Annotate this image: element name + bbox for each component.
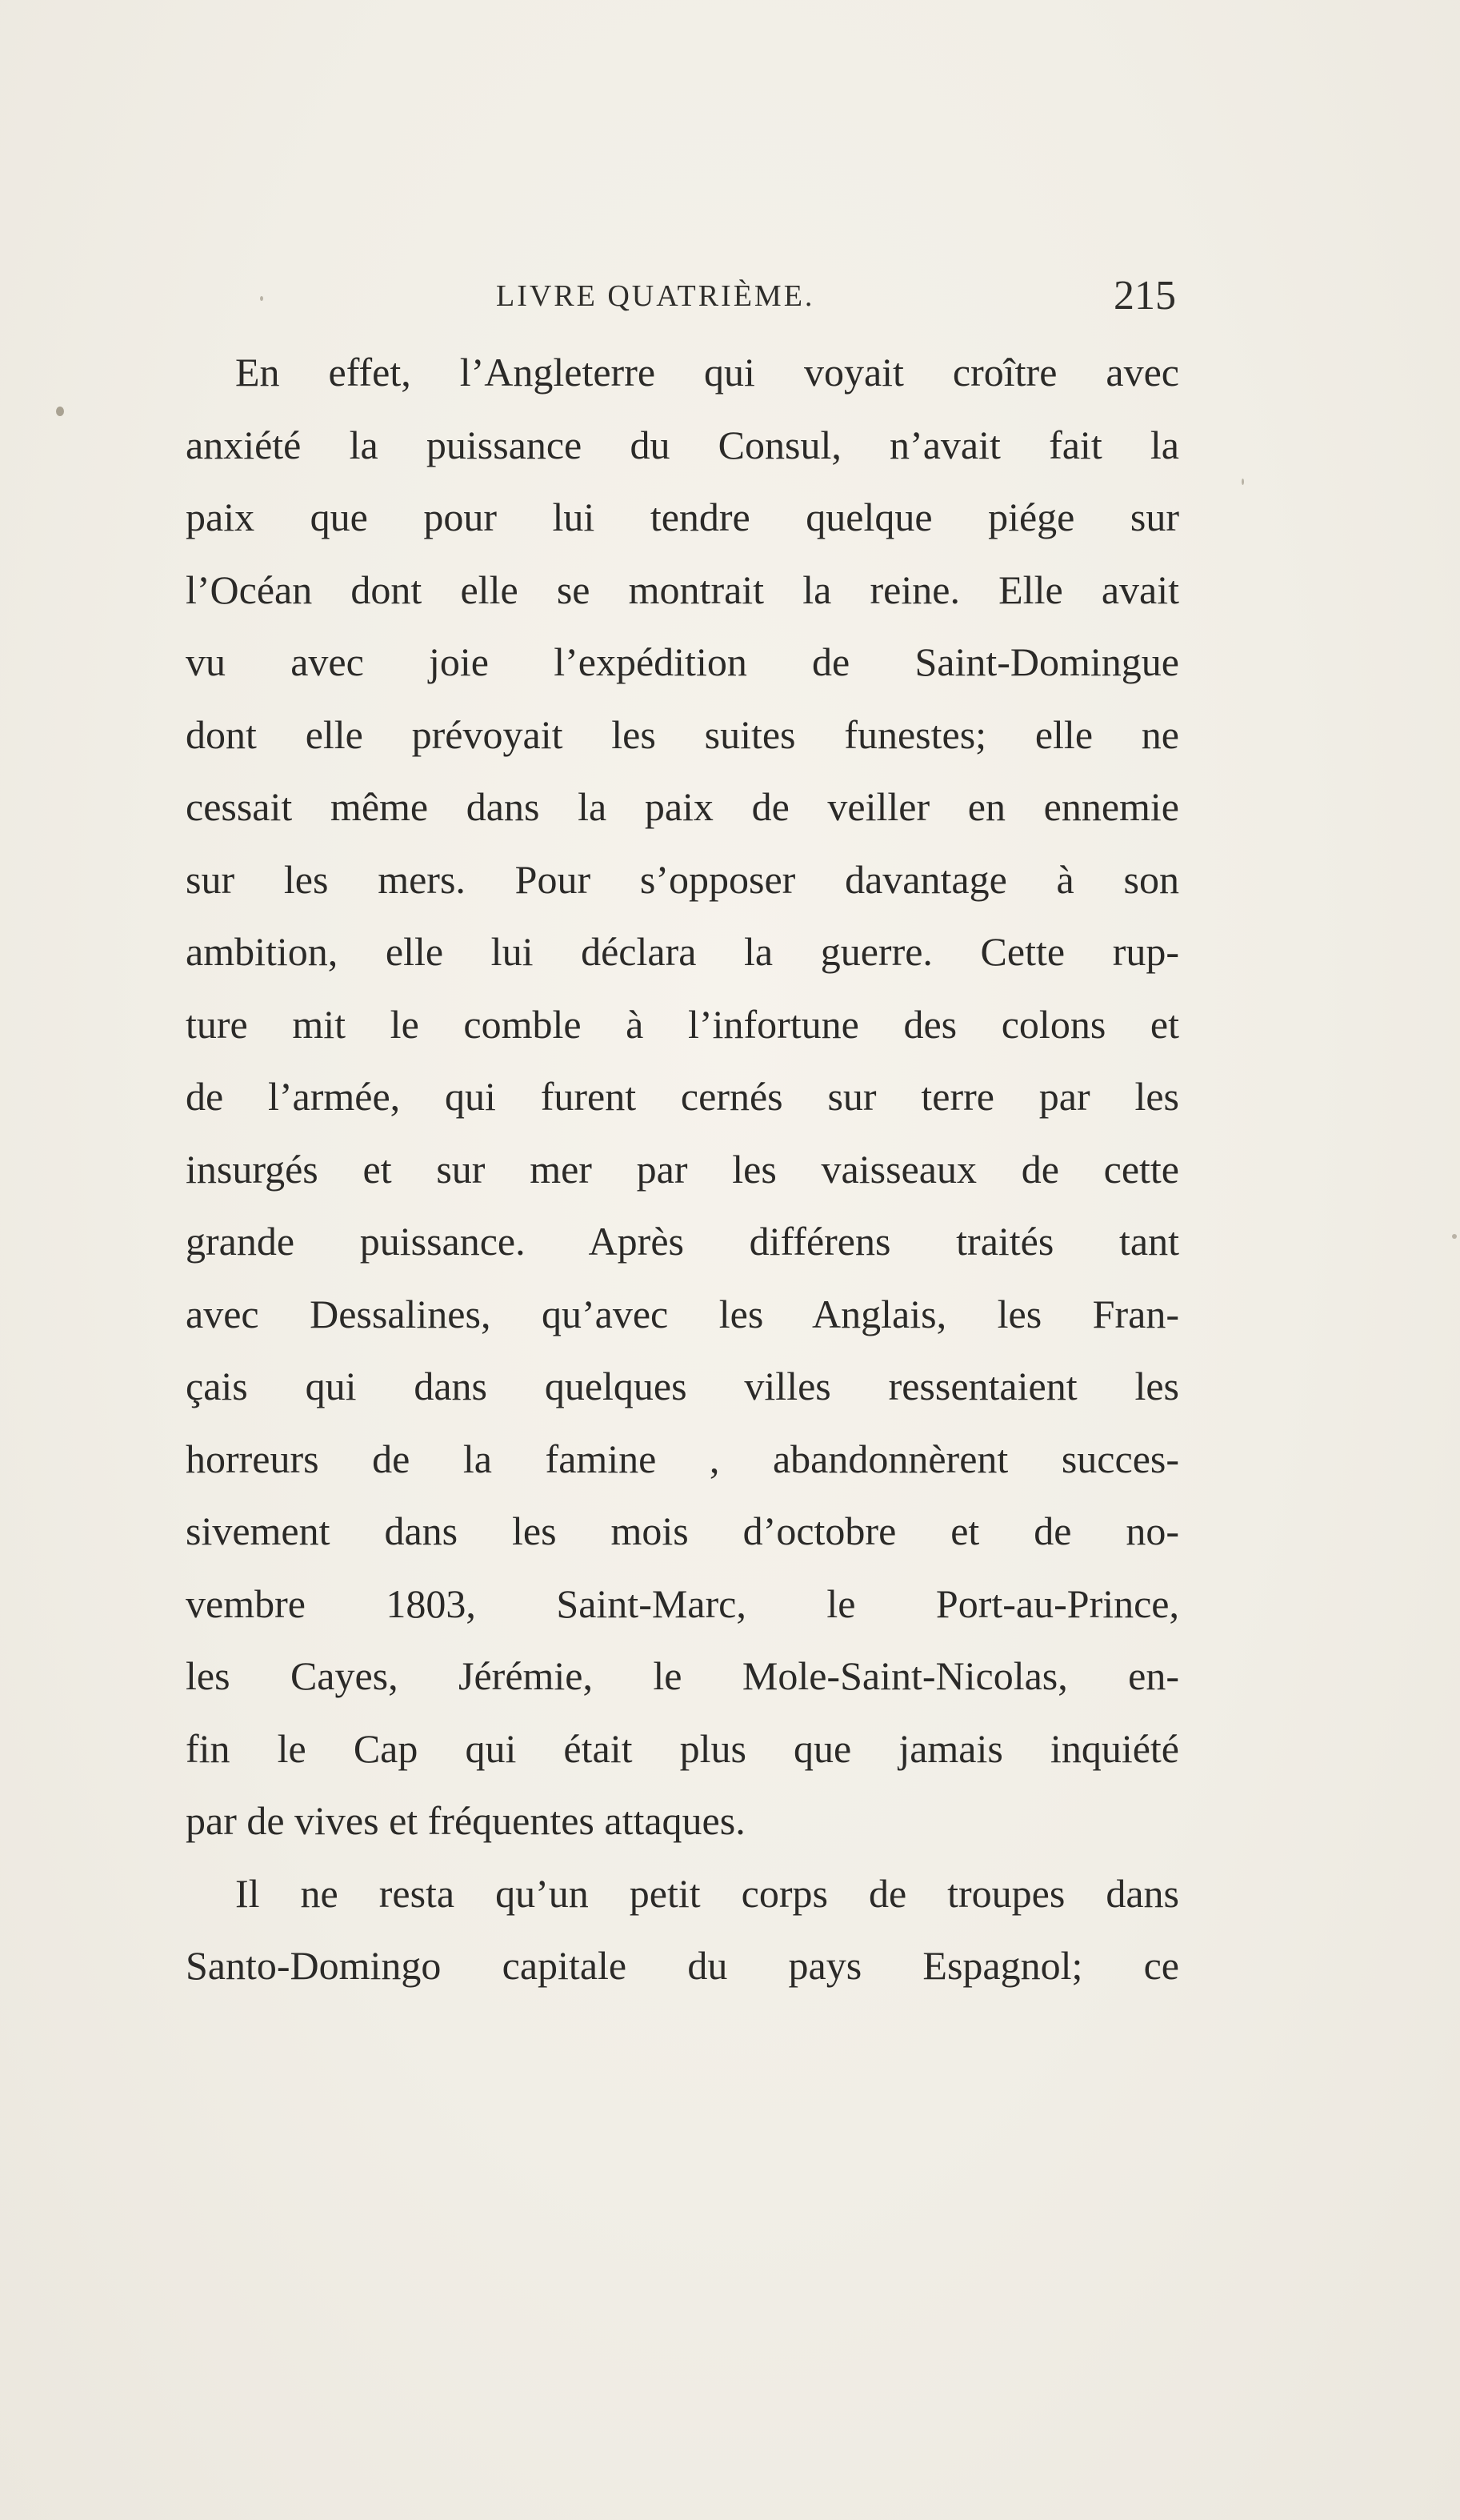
page-number: 215 <box>1114 273 1176 319</box>
running-head <box>184 272 1176 320</box>
body-text <box>186 336 1179 2002</box>
text-line: dont elle prévoyait les suites funestes; elle ne <box>186 711 1179 757</box>
page-speck <box>1452 1234 1457 1239</box>
page-speck <box>1242 479 1244 485</box>
text-line: En effet, l’Angleterre qui voyait croître avec <box>235 350 1179 395</box>
text-line: insurgés et sur mer par les vaisseaux de cette <box>186 1146 1179 1192</box>
text-line: par de vives et fréquentes attaques. <box>186 1798 746 1843</box>
text-line: avec Dessalines, qu’avec les Anglais, les Fran- <box>186 1291 1179 1336</box>
text-line: sivement dans les mois d’octobre et de no- <box>186 1508 1179 1553</box>
text-line: anxiété la puissance du Consul, n’avait fait la <box>186 422 1179 467</box>
text-line: vu avec joie l’expédition de Saint-Domingue <box>186 639 1179 684</box>
text-line: les Cayes, Jérémie, le Mole-Saint-Nicolas, en- <box>186 1653 1179 1698</box>
text-line: ambition, elle lui déclara la guerre. Cette rup- <box>186 929 1179 974</box>
text-line: ture mit le comble à l’infortune des colons et <box>186 1001 1179 1047</box>
text-line: Il ne resta qu’un petit corps de troupes dans <box>235 1870 1179 1916</box>
paragraph <box>186 336 1179 1857</box>
text-line: vembre 1803, Saint-Marc, le Port-au-Prince, <box>186 1581 1179 1626</box>
text-line: Santo-Domingo capitale du pays Espagnol; ce <box>186 1943 1179 1988</box>
text-line: paix que pour lui tendre quelque piége sur <box>186 495 1179 539</box>
text-line: l’Océan dont elle se montrait la reine. Elle avait <box>186 567 1179 612</box>
text-line: fin le Cap qui était plus que jamais inquiété <box>186 1725 1179 1771</box>
text-line: grande puissance. Après différens traités tant <box>186 1219 1179 1264</box>
paragraph <box>186 1857 1179 2002</box>
running-title: LIVRE QUATRIÈME. <box>496 279 815 313</box>
text-line: de l’armée, qui furent cernés sur terre par les <box>186 1074 1179 1119</box>
text-line: cessait même dans la paix de veiller en ennemie <box>186 784 1179 829</box>
page-speck <box>56 407 64 416</box>
text-line: çais qui dans quelques villes ressentaient les <box>186 1364 1179 1408</box>
text-line: sur les mers. Pour s’opposer davantage à son <box>186 856 1179 902</box>
text-line: horreurs de la famine , abandonnèrent succes- <box>186 1436 1179 1481</box>
